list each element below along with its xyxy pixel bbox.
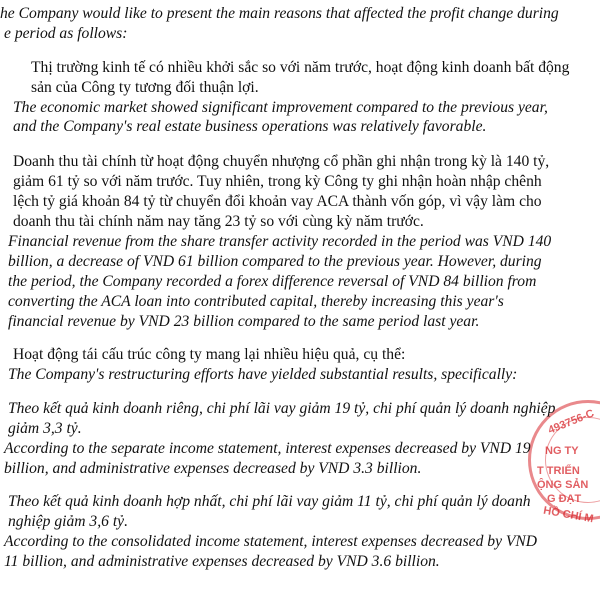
reason-2-vi-line: Doanh thu tài chính từ hoạt động chuyển nhượng cổ phần ghi nhận trong kỳ là 140 tỷ, bbox=[13, 153, 550, 170]
consolidated-vi-line: nghiệp giảm 3,6 tỷ. bbox=[8, 513, 128, 530]
separate-en-line: According to the separate income statement, interest expenses decreased by VND 19 bbox=[4, 440, 531, 457]
reason-2-en-line: Financial revenue from the share transfer activity recorded in the period was VND 140 bbox=[8, 233, 552, 250]
reason-2-vi-line: doanh thu tài chính năm nay tăng 23 tỷ so với cùng kỳ năm trước. bbox=[13, 213, 424, 230]
seal-fragment: NG TY bbox=[545, 445, 579, 457]
reason-1-vi-line: sản của Công ty tương đối thuận lợi. bbox=[31, 79, 259, 96]
consolidated-en-line: 11 billion, and administrative expenses decreased by VND 3.6 billion. bbox=[4, 553, 440, 570]
seal-fragment: ỘNG SẢN bbox=[537, 479, 589, 491]
reason-2-en-line: billion, a decrease of VND 61 billion compared to the previous year. However, during bbox=[8, 253, 542, 270]
intro-line: he Company would like to present the main reasons that affected the profit change during bbox=[0, 5, 559, 22]
seal-fragment: T TRIỂN bbox=[537, 465, 580, 477]
intro-line: e period as follows: bbox=[4, 25, 128, 42]
consolidated-en-line: According to the consolidated income statement, interest expenses decreased by VND bbox=[4, 533, 538, 550]
reason-3-vi-line: Hoạt động tái cấu trúc công ty mang lại nhiều hiệu quả, cụ thể: bbox=[13, 346, 406, 363]
reason-1-en-line: and the Company's real estate business operations was relatively favorable. bbox=[13, 118, 487, 135]
seal-fragment: G ĐẠT bbox=[547, 493, 582, 505]
consolidated-vi-line: Theo kết quả kinh doanh hợp nhất, chi phí lãi vay giảm 11 tỷ, chi phí quản lý doanh bbox=[8, 493, 531, 510]
separate-en-line: billion, and administrative expenses decreased by VND 3.3 billion. bbox=[4, 460, 422, 477]
reason-3-en-line: The Company's restructuring efforts have yielded substantial results, specifically: bbox=[8, 366, 518, 383]
separate-vi-line: Theo kết quả kinh doanh riêng, chi phí lãi vay giảm 19 tỷ, chi phí quản lý doanh nghiệp bbox=[8, 400, 556, 417]
reason-2-vi-line: giảm 61 tỷ so với năm trước. Tuy nhiên, trong kỳ Công ty ghi nhận hoàn nhập chênh bbox=[13, 173, 542, 190]
separate-vi-line: giảm 3,3 tỷ. bbox=[8, 420, 82, 437]
reason-2-vi-line: lệch tỷ giá khoản 84 tỷ từ chuyển đổi khoản vay ACA thành vốn góp, vì vậy làm cho bbox=[13, 193, 542, 210]
reason-2-en-line: the period, the Company recorded a forex difference reversal of VND 84 billion from bbox=[8, 273, 537, 290]
reason-2-en-line: converting the ACA loan into contributed capital, thereby increasing this year's bbox=[8, 293, 504, 310]
reason-2-en-line: financial revenue by VND 23 billion compared to the same period last year. bbox=[8, 313, 480, 330]
reason-1-vi-line: Thị trường kinh tế có nhiều khởi sắc so với năm trước, hoạt động kinh doanh bất động bbox=[31, 59, 570, 76]
seal-fragment: 493756-C bbox=[546, 407, 596, 437]
reason-1-en-line: The economic market showed significant improvement compared to the previous year, bbox=[13, 99, 548, 116]
seal-fragment: HỒ CHÍ M bbox=[542, 504, 595, 526]
